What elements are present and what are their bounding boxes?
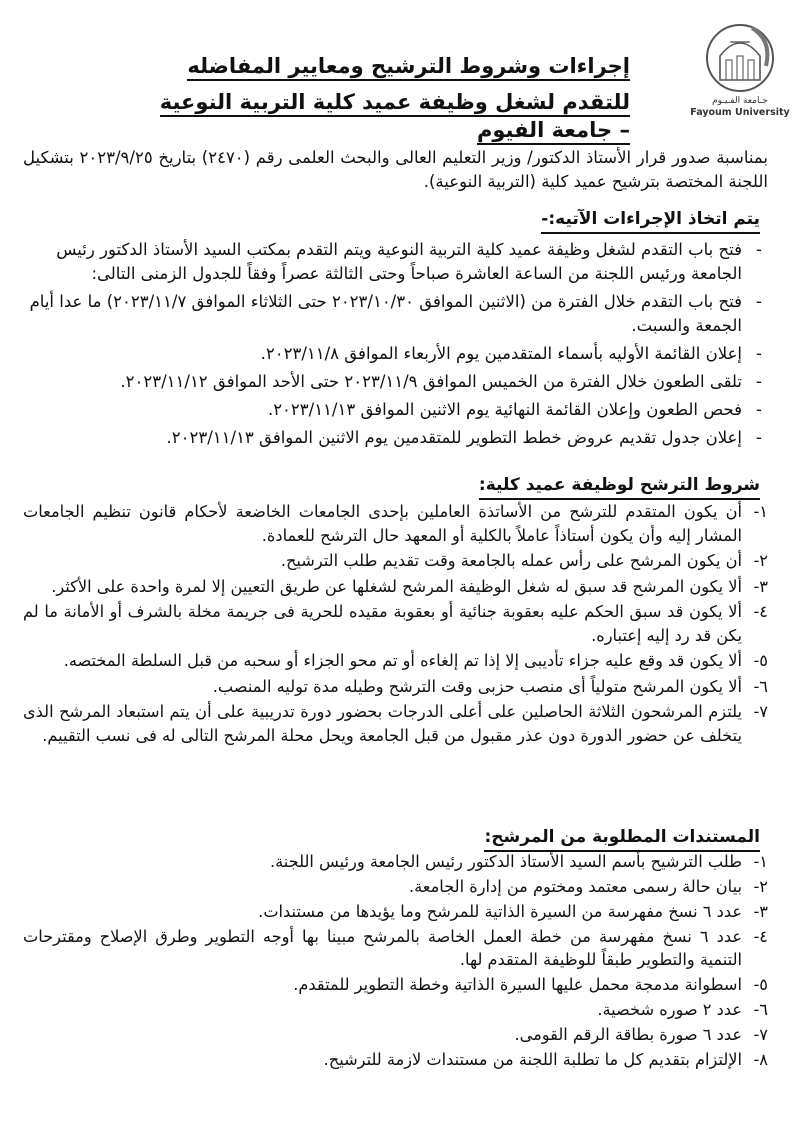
university-logo: [685, 22, 795, 127]
condition-item-text: ألا يكون قد سبق الحكم عليه بعقوبة جنائية أو بعقوبة مقيده للحرية فى جريمة مخلة بالشرف أو الأمانة ما لم يكن قد رد إليه إعتباره.: [23, 602, 742, 645]
condition-item-text: أن يكون المرشح على رأس عمله بالجامعة وقت تقديم طلب الترشيح.: [280, 551, 742, 570]
document-title: [150, 52, 630, 80]
title-line-2: للتقدم لشغل وظيفة عميد كلية التربية النوعية – جامعة الفيوم: [160, 90, 630, 145]
university-emblem-icon: [700, 22, 780, 96]
condition-item-text: ألا يكون قد وقع عليه جزاء تأديبى إلا إذا تم إلغاءه أو تم محو الجزاء أو سحبه من قبل السلطة المختصه.: [63, 651, 742, 670]
document-item-text: بيان حالة رسمى معتمد ومختوم من إدارة الجامعة.: [408, 877, 742, 896]
document-item: [23, 998, 768, 1021]
document-item-text: عدد ٦ صورة بطاقة الرقم القومى.: [514, 1025, 742, 1044]
conditions-heading: شروط الترشح لوظيفة عميد كلية:: [479, 474, 760, 500]
logo-arabic-name: جـامعة الفـيـوم: [712, 96, 768, 106]
document-item-number: ٢-: [753, 877, 768, 896]
documents-list: [23, 850, 768, 1071]
procedures-heading: يتم اتخاذ الإجراءات الآتيه:-: [541, 208, 760, 234]
document-item-text: طلب الترشيح بأسم السيد الأستاذ الدكتور رئيس الجامعة ورئيس اللجنة.: [269, 852, 742, 871]
procedure-item: - فحص الطعون وإعلان القائمة النهائية يوم الاثنين الموافق ٢٠٢٣/١١/١٣.: [23, 398, 768, 422]
intro-paragraph: بمناسبة صدور قرار الأستاذ الدكتور/ وزير التعليم العالى والبحث العلمى رقم (٢٤٧٠) بتاريخ ٢٠٢٣/٩/٢٥ بتشكيل اللجنة المختصة بترشيح عميد كلية (التربية النوعية).: [23, 148, 768, 191]
document-item: [23, 875, 768, 898]
condition-item-number: ٢-: [753, 551, 768, 570]
condition-item-number: ٦-: [753, 676, 768, 696]
condition-item-number: ٧-: [753, 702, 768, 721]
procedure-item: - فتح باب التقدم خلال الفترة من (الاثنين الموافق ٢٠٢٣/١٠/٣٠ حتى الثلاثاء الموافق ٢٠٢٣/١١/٧) ما عدا أيام الجمعة والسبت.: [23, 290, 768, 338]
condition-item: [23, 600, 768, 647]
condition-item: [23, 675, 768, 699]
document-item-text: عدد ٦ نسخ مفهرسة من السيرة الذاتية للمرشح وما يؤيدها من مستندات.: [258, 902, 742, 921]
condition-item-number: ٣-: [753, 576, 768, 596]
document-item: [23, 850, 768, 873]
document-item-text: الإلتزام بتقديم كل ما تطلبة اللجنة من مستندات لازمة للترشيح.: [323, 1050, 742, 1069]
document-item-number: ١-: [753, 852, 768, 871]
procedure-item: - تلقى الطعون خلال الفترة من الخميس الموافق ٢٠٢٣/١١/٩ حتى الأحد الموافق ٢٠٢٣/١١/١٢.: [23, 370, 768, 394]
document-item: [23, 900, 768, 923]
document-item-number: ٥-: [753, 975, 768, 994]
procedures-section: [23, 238, 768, 454]
title-line-1: إجراءات وشروط الترشيح ومعايير المفاضله: [187, 54, 630, 81]
documents-heading: المستندات المطلوبة من المرشح:: [484, 826, 760, 852]
document-item: [23, 1023, 768, 1046]
document-item-number: ٨-: [753, 1050, 768, 1069]
document-item-number: ٣-: [753, 902, 768, 921]
document-item-number: ٤-: [753, 927, 768, 946]
condition-item-text: ألا يكون المرشح قد سبق له شغل الوظيفة المرشح لشغلها عن طريق التعيين إلا لمرة واحدة على الأكثر.: [51, 576, 742, 596]
condition-item: [23, 575, 768, 599]
procedure-item: - إعلان القائمة الأوليه بأسماء المتقدمين يوم الأربعاء الموافق ٢٠٢٣/١١/٨.: [23, 342, 768, 366]
conditions-list: [23, 500, 768, 747]
document-item-text: عدد ٢ صوره شخصية.: [597, 1000, 742, 1019]
document-item-text: عدد ٦ نسخ مفهرسة من خطة العمل الخاصة بالمرشح مبينا بها أوجه التطوير وطرق الإصلاح ومقترحات التنمية والتطوير طبقاً للوظيفة المتقدم لها.: [23, 927, 742, 969]
documents-section: [23, 850, 768, 1073]
document-item: [23, 973, 768, 996]
condition-item: [23, 649, 768, 673]
logo-english-name: Fayoum University: [690, 107, 790, 118]
document-item: [23, 1048, 768, 1071]
condition-item: [23, 700, 768, 747]
condition-item: [23, 549, 768, 573]
document-item-number: ٧-: [753, 1025, 768, 1044]
condition-item-text: ألا يكون المرشح متولياً أى منصب حزبى وقت الترشح وطيله مدة توليه المنصب.: [212, 676, 742, 696]
procedure-item: - فتح باب التقدم لشغل وظيفة عميد كلية التربية النوعية ويتم التقدم بمكتب السيد الأستاذ الدكتور رئيس الجامعة ورئيس اللجنة من الساعة العاشرة صباحاً وحتى الثالثة عصراً وفقاً للجدول الزمنى التالى:: [23, 238, 768, 286]
document-item: [23, 925, 768, 971]
condition-item-text: أن يكون المتقدم للترشح من الأساتذة العاملين بإحدى الجامعات الخاضعة لأحكام قانون تنظيم الجامعات المشار إليه وأن يكون أستاذاً عاملاً بالكلية أو المعهد حال الترشح للعمادة.: [23, 502, 742, 545]
condition-item-text: يلتزم المرشحون الثلاثة الحاصلين على أعلى الدرجات بحضور دورة تدريبية على أن يتم استبعاد المرشح الذى يتخلف عن حضور الدورة دون عذر مقبول من قبل الجامعة ويحل محلة المرشح التالى له فى نسب التقييم.: [23, 702, 742, 745]
conditions-section: [23, 500, 768, 749]
document-subtitle: [150, 88, 630, 144]
condition-item-number: ١-: [753, 502, 768, 521]
condition-item-number: ٥-: [753, 651, 768, 670]
condition-item-number: ٤-: [753, 602, 768, 621]
procedures-list: [23, 238, 768, 450]
condition-item: [23, 500, 768, 547]
document-item-number: ٦-: [753, 1000, 768, 1019]
procedure-item: - إعلان جدول تقديم عروض خطط التطوير للمتقدمين يوم الاثنين الموافق ٢٠٢٣/١١/١٣.: [23, 426, 768, 450]
document-item-text: اسطوانة مدمجة محمل عليها السيرة الذاتية وخطة التطوير للمتقدم.: [293, 975, 742, 994]
